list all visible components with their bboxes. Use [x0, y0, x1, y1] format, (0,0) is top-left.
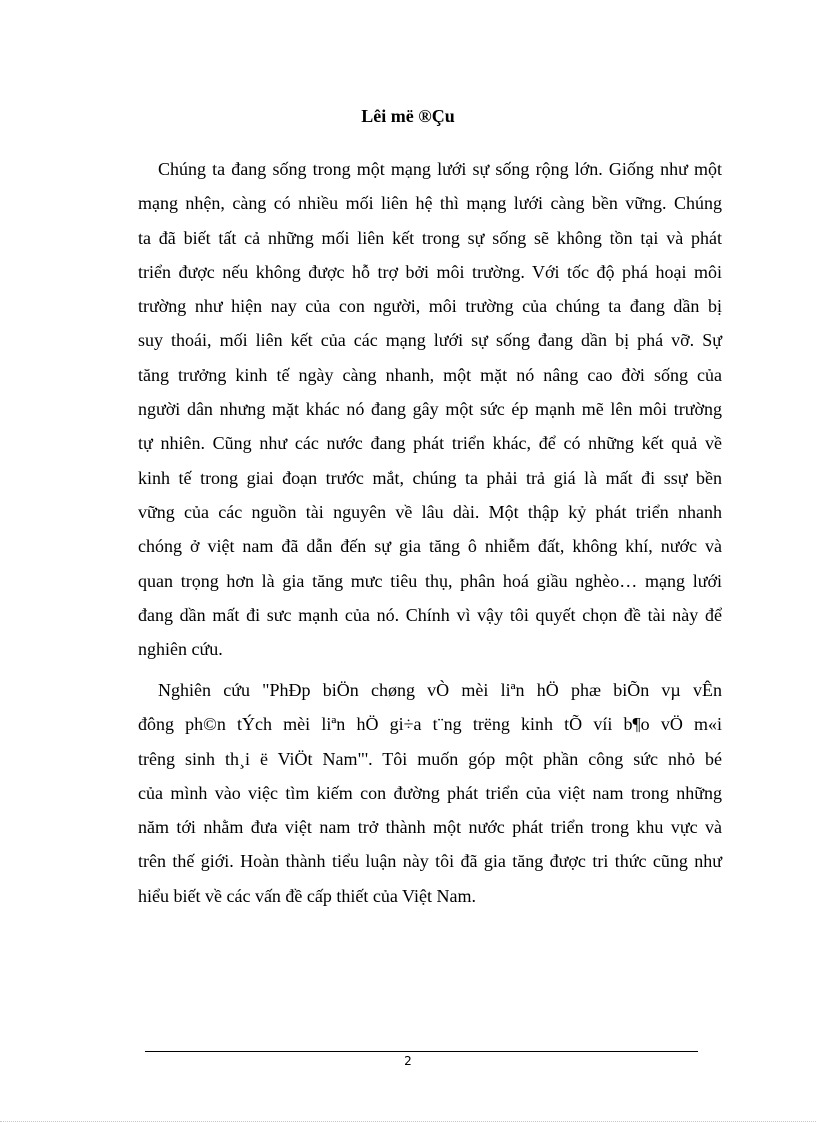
paragraph-line: năm tới nhằm đưa việt nam trở thành một nước phát triển trong khu vực và — [138, 817, 722, 838]
paragraph-line: chóng ở việt nam đã dẫn đến sự gia tăng ô nhiễm đất, không khí, nước và — [138, 536, 722, 557]
footer-divider — [145, 1051, 698, 1052]
paragraph-line: đang dần mất đi sưc mạnh của nó. Chính vì vậy tôi quyết chọn đề tài này để — [138, 604, 722, 625]
paragraph-line: của mình vào việc tìm kiếm con đường phát triển của việt nam trong những — [138, 782, 722, 803]
paragraph-line: ta đã biết tất cả những mối liên kết trong sự sống sẽ không tồn tại và phát — [138, 227, 722, 248]
paragraph-line: trường như hiện nay của con người, môi trường của chúng ta đang dần bị — [138, 296, 722, 317]
paragraph-line: Nghiên cứu "PhÐp biÖn chøng vÒ mèi liªn hÖ phæ biÕn vµ vÊn — [158, 680, 722, 700]
paragraph-line: hiểu biết về các vấn đề cấp thiết của Việt Nam. — [138, 885, 476, 906]
document-title: Lêi më ®Çu — [361, 106, 455, 126]
page-number: 2 — [404, 1054, 412, 1068]
paragraph-line: kinh tế trong giai đoạn trước mắt, chúng ta phải trả giá là mất đi ssự bền — [138, 467, 722, 488]
body-paragraph-1 — [138, 152, 722, 666]
paragraph-line: đông ph©n tÝch mèi liªn hÖ gi÷a t¨ng trëng kinh tÕ víi b¶o vÖ m«i — [138, 714, 722, 735]
paragraph-line: quan trọng hơn là gia tăng mưc tiêu thụ, phân hoá giầu nghèo… mạng lưới — [138, 570, 722, 591]
paragraph-line: tự nhiên. Cũng như các nước đang phát triển khác, để có những kết quả về — [138, 433, 722, 454]
paragraph-line: vững của các nguồn tài nguyên về lâu dài. Một thập kỷ phát triển nhanh — [138, 501, 722, 522]
page-bottom-edge — [0, 1121, 816, 1122]
paragraph-line: tăng trưởng kinh tế ngày càng nhanh, một mặt nó nâng cao đời sống của — [138, 364, 722, 385]
paragraph-line: triển được nếu không được hỗ trợ bởi môi trường. Với tốc độ phá hoại môi — [138, 261, 722, 282]
paragraph-line: người dân nhưng mặt khác nó đang gây một sức ép mạnh mẽ lên môi trường — [138, 399, 722, 420]
paragraph-line: Chúng ta đang sống trong một mạng lưới sự sống rộng lớn. Giống như một — [158, 159, 722, 179]
paragraph-line: nghiên cứu. — [138, 639, 223, 660]
paragraph-line: mạng nhện, càng có nhiều mối liên hệ thì mạng lưới càng bền vững. Chúng — [138, 193, 722, 214]
paragraph-line: trêng sinh th¸i ë ViÖt Nam"'. Tôi muốn góp một phần công sức nhỏ bé — [138, 748, 722, 769]
paragraph-line: trên thế giới. Hoàn thành tiểu luận này tôi đã gia tăng được tri thức cũng như — [138, 851, 722, 872]
paragraph-line: suy thoái, mối liên kết của các mạng lưới sự sống đang dần bị phá vỡ. Sự — [138, 330, 722, 351]
body-paragraph-2 — [138, 673, 722, 913]
